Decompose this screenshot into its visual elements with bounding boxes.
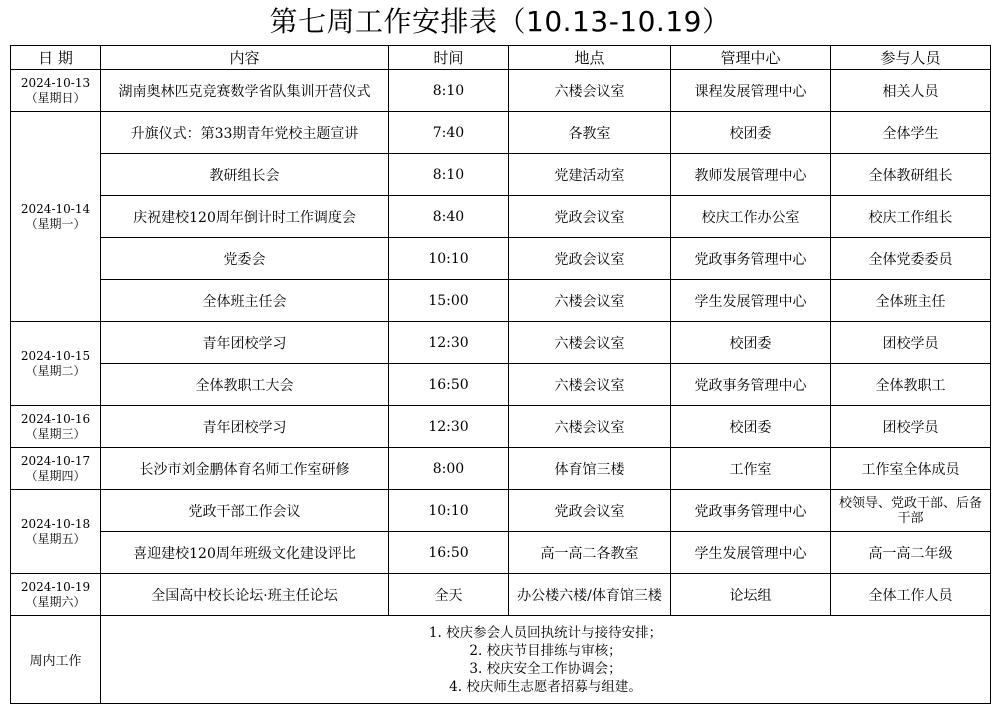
date-text: 2024-10-16 [20, 411, 91, 426]
header-date: 日 期 [11, 46, 101, 70]
place-cell: 党政会议室 [509, 490, 671, 532]
time-cell: 15:00 [389, 280, 509, 322]
date-cell [11, 406, 101, 448]
people-cell: 团校学员 [831, 322, 991, 364]
people-cell: 全体工作人员 [831, 574, 991, 616]
content-cell: 教研组长会 [101, 154, 389, 196]
week-work-row [11, 616, 991, 704]
center-cell: 党政事务管理中心 [671, 490, 831, 532]
weekday-text: （星期一） [25, 216, 86, 231]
header-time: 时间 [389, 46, 509, 70]
content-cell: 党政干部工作会议 [101, 490, 389, 532]
place-cell: 六楼会议室 [509, 364, 671, 406]
time-cell: 全天 [389, 574, 509, 616]
date-cell [11, 322, 101, 406]
weekday-text: （星期六） [25, 594, 86, 609]
table-row [11, 238, 991, 280]
weekday-text: （星期五） [25, 531, 86, 546]
table-row [11, 70, 991, 112]
content-cell: 党委会 [101, 238, 389, 280]
center-cell: 校团委 [671, 322, 831, 364]
list-item: 3. 校庆安全工作协调会； [469, 660, 622, 677]
center-cell: 工作室 [671, 448, 831, 490]
place-cell: 办公楼六楼/体育馆三楼 [509, 574, 671, 616]
date-cell [11, 448, 101, 490]
time-cell: 8:40 [389, 196, 509, 238]
table-row [11, 196, 991, 238]
list-item: 4. 校庆师生志愿者招募与组建。 [449, 678, 642, 695]
time-cell: 10:10 [389, 490, 509, 532]
date-text: 2024-10-18 [20, 516, 91, 531]
time-cell: 16:50 [389, 364, 509, 406]
table-row [11, 280, 991, 322]
content-cell: 青年团校学习 [101, 406, 389, 448]
place-cell: 六楼会议室 [509, 406, 671, 448]
people-cell: 全体教职工 [831, 364, 991, 406]
schedule-table [10, 45, 991, 704]
header-place: 地点 [509, 46, 671, 70]
content-cell: 全国高中校长论坛·班主任论坛 [101, 574, 389, 616]
header-content: 内容 [101, 46, 389, 70]
table-row [11, 490, 991, 532]
center-cell: 学生发展管理中心 [671, 280, 831, 322]
place-cell: 各教室 [509, 112, 671, 154]
content-cell: 全体班主任会 [101, 280, 389, 322]
table-header-row [11, 46, 991, 70]
week-work-list [101, 616, 991, 704]
list-item: 1. 校庆参会人员回执统计与接待安排； [428, 624, 663, 641]
center-cell: 校庆工作办公室 [671, 196, 831, 238]
center-cell: 校团委 [671, 406, 831, 448]
content-cell: 长沙市刘金鹏体育名师工作室研修 [101, 448, 389, 490]
place-cell: 高一高二各教室 [509, 532, 671, 574]
content-cell: 青年团校学习 [101, 322, 389, 364]
list-item: 2. 校庆节目排练与审核； [469, 642, 622, 659]
date-cell [11, 490, 101, 574]
date-cell [11, 70, 101, 112]
people-cell: 全体学生 [831, 112, 991, 154]
date-text: 2024-10-17 [20, 453, 91, 468]
header-center: 管理中心 [671, 46, 831, 70]
time-cell: 10:10 [389, 238, 509, 280]
time-cell: 8:10 [389, 70, 509, 112]
time-cell: 12:30 [389, 406, 509, 448]
table-row [11, 448, 991, 490]
header-people: 参与人员 [831, 46, 991, 70]
content-cell: 庆祝建校120周年倒计时工作调度会 [101, 196, 389, 238]
table-row [11, 322, 991, 364]
time-cell: 12:30 [389, 322, 509, 364]
time-cell: 7:40 [389, 112, 509, 154]
people-cell: 高一高二年级 [831, 532, 991, 574]
content-cell: 喜迎建校120周年班级文化建设评比 [101, 532, 389, 574]
people-cell: 校领导、党政干部、后备干部 [831, 490, 991, 532]
weekday-text: （星期四） [25, 468, 86, 483]
time-cell: 8:00 [389, 448, 509, 490]
people-cell: 全体班主任 [831, 280, 991, 322]
page-title: 第七周工作安排表（10.13-10.19） [269, 5, 731, 38]
place-cell: 党政会议室 [509, 238, 671, 280]
people-cell: 工作室全体成员 [831, 448, 991, 490]
content-cell: 湖南奥林匹克竞赛数学省队集训开营仪式 [101, 70, 389, 112]
place-cell: 六楼会议室 [509, 70, 671, 112]
date-cell [11, 112, 101, 322]
place-cell: 党政会议室 [509, 196, 671, 238]
center-cell: 党政事务管理中心 [671, 238, 831, 280]
week-work-label: 周内工作 [11, 616, 101, 704]
table-row [11, 574, 991, 616]
center-cell: 课程发展管理中心 [671, 70, 831, 112]
center-cell: 论坛组 [671, 574, 831, 616]
time-cell: 16:50 [389, 532, 509, 574]
people-cell: 全体党委委员 [831, 238, 991, 280]
table-row [11, 112, 991, 154]
date-text: 2024-10-14 [20, 201, 91, 216]
center-cell: 党政事务管理中心 [671, 364, 831, 406]
place-cell: 党建活动室 [509, 154, 671, 196]
time-cell: 8:10 [389, 154, 509, 196]
place-cell: 体育馆三楼 [509, 448, 671, 490]
weekday-text: （星期日） [25, 90, 86, 105]
table-row [11, 406, 991, 448]
date-text: 2024-10-15 [20, 348, 91, 363]
people-cell: 团校学员 [831, 406, 991, 448]
date-cell [11, 574, 101, 616]
people-cell: 相关人员 [831, 70, 991, 112]
place-cell: 六楼会议室 [509, 322, 671, 364]
center-cell: 学生发展管理中心 [671, 532, 831, 574]
weekday-text: （星期二） [25, 363, 86, 378]
content-cell: 全体教职工大会 [101, 364, 389, 406]
people-cell: 校庆工作组长 [831, 196, 991, 238]
table-row [11, 364, 991, 406]
table-row [11, 154, 991, 196]
date-text: 2024-10-13 [20, 75, 91, 90]
table-row [11, 532, 991, 574]
weekday-text: （星期三） [25, 426, 86, 441]
center-cell: 教师发展管理中心 [671, 154, 831, 196]
date-text: 2024-10-19 [20, 579, 91, 594]
content-cell: 升旗仪式：第33期青年党校主题宣讲 [101, 112, 389, 154]
people-cell: 全体教研组长 [831, 154, 991, 196]
center-cell: 校团委 [671, 112, 831, 154]
place-cell: 六楼会议室 [509, 280, 671, 322]
